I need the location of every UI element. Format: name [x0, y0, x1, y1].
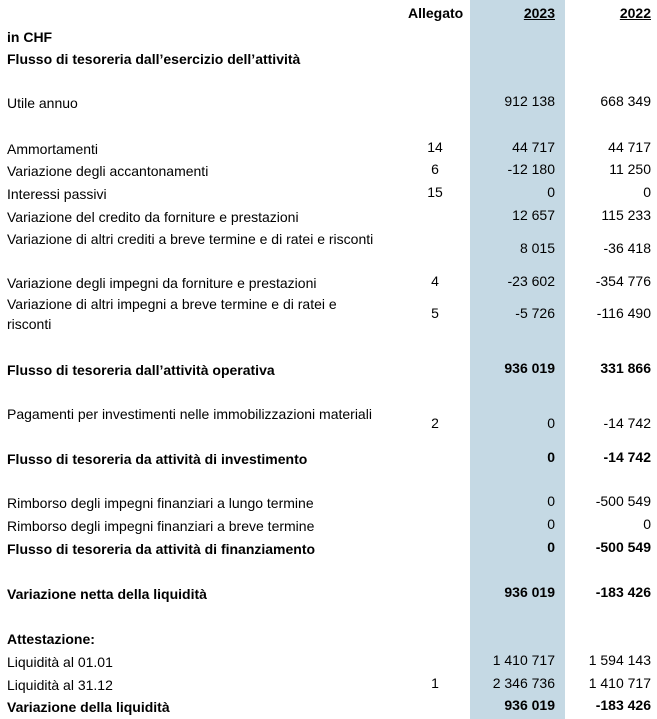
- row-value-2022: 331 866: [600, 360, 651, 376]
- row-value-2023: 0: [547, 539, 555, 555]
- row-label: Rimborso degli impegni finanziari a breve termine: [7, 518, 315, 534]
- row-label: Variazione degli accantonamenti: [7, 163, 209, 179]
- row-note: 6: [431, 161, 439, 177]
- row-value-2023: 8 015: [519, 240, 555, 256]
- row-label: Ammortamenti: [7, 141, 99, 157]
- row-note: 1: [431, 675, 439, 691]
- row-value-2023: 12 657: [512, 207, 555, 223]
- year-2023-header: 2023: [523, 5, 555, 21]
- row-label: Flusso di tesoreria dall’attività operativa: [7, 362, 275, 378]
- row-value-2023: -5 726: [515, 305, 555, 321]
- row-note: 5: [431, 305, 439, 321]
- row-label: Variazione degli impegni da forniture e prestazioni: [7, 275, 317, 291]
- row-value-2022: 1 410 717: [588, 675, 651, 691]
- row-value-2022: 44 717: [608, 139, 651, 155]
- row-value-2022: 1 594 143: [588, 652, 651, 668]
- row-note: 15: [427, 184, 443, 200]
- row-label: Attestazione:: [7, 631, 95, 647]
- row-value-2023: -23 602: [507, 273, 555, 289]
- row-label: Flusso di tesoreria da attività di finanziamento: [7, 541, 316, 557]
- row-value-2023: 44 717: [512, 139, 555, 155]
- row-value-2023: 912 138: [504, 93, 555, 109]
- row-value-2022: 0: [643, 184, 651, 200]
- row-value-2023: 936 019: [504, 360, 555, 376]
- row-value-2022: -36 418: [603, 240, 651, 256]
- row-value-2022: 11 250: [609, 161, 651, 177]
- row-value-2022: 115 233: [601, 207, 651, 223]
- row-value-2022: -14 742: [603, 415, 651, 431]
- row-label: Pagamenti per investimenti nelle immobilizzazioni materiali: [7, 406, 372, 422]
- section-title: Flusso di tesoreria dall’esercizio dell’attività: [7, 51, 301, 67]
- row-value-2022: -116 490: [596, 305, 651, 321]
- row-value-2022: -14 742: [603, 449, 651, 465]
- row-label: Rimborso degli impegni finanziari a lungo termine: [7, 495, 314, 511]
- row-value-2022: -500 549: [595, 493, 651, 509]
- row-value-2023: 2 346 736: [492, 675, 555, 691]
- currency-label: in CHF: [7, 29, 53, 45]
- row-note: 4: [431, 273, 439, 289]
- row-value-2022: 668 349: [600, 93, 651, 109]
- row-label: Interessi passivi: [7, 186, 107, 202]
- row-label: Variazione di altri impegni a breve termine e di ratei e risconti: [7, 296, 337, 332]
- row-value-2023: 936 019: [504, 584, 555, 600]
- note-column-header: Allegato: [408, 5, 464, 21]
- row-label: Variazione netta della liquidità: [7, 586, 207, 602]
- row-value-2023: 1 410 717: [492, 652, 555, 668]
- row-label: Variazione della liquidità: [7, 699, 170, 715]
- row-value-2023: 0: [547, 493, 555, 509]
- row-value-2023: 0: [547, 449, 555, 465]
- row-value-2023: 0: [547, 415, 555, 431]
- row-value-2022: -183 426: [595, 697, 651, 713]
- row-value-2022: -500 549: [595, 539, 651, 555]
- row-value-2022: 0: [643, 516, 651, 532]
- row-label: Liquidità al 31.12: [7, 677, 113, 693]
- row-label: Utile annuo: [7, 95, 78, 111]
- row-label: Variazione di altri crediti a breve termine e di ratei e risconti: [7, 231, 374, 247]
- row-value-2023: -12 180: [507, 161, 555, 177]
- row-label: Variazione del credito da forniture e prestazioni: [7, 209, 299, 225]
- row-value-2023: 0: [547, 516, 555, 532]
- row-note: 2: [431, 415, 439, 431]
- row-value-2023: 936 019: [504, 697, 555, 713]
- row-note: 14: [427, 139, 443, 155]
- row-value-2022: -183 426: [595, 584, 651, 600]
- row-value-2023: 0: [547, 184, 555, 200]
- year-2022-header: 2022: [619, 5, 651, 21]
- row-value-2022: -354 776: [595, 273, 651, 289]
- row-label: Flusso di tesoreria da attività di investimento: [7, 451, 308, 467]
- row-label: Liquidità al 01.01: [7, 654, 113, 670]
